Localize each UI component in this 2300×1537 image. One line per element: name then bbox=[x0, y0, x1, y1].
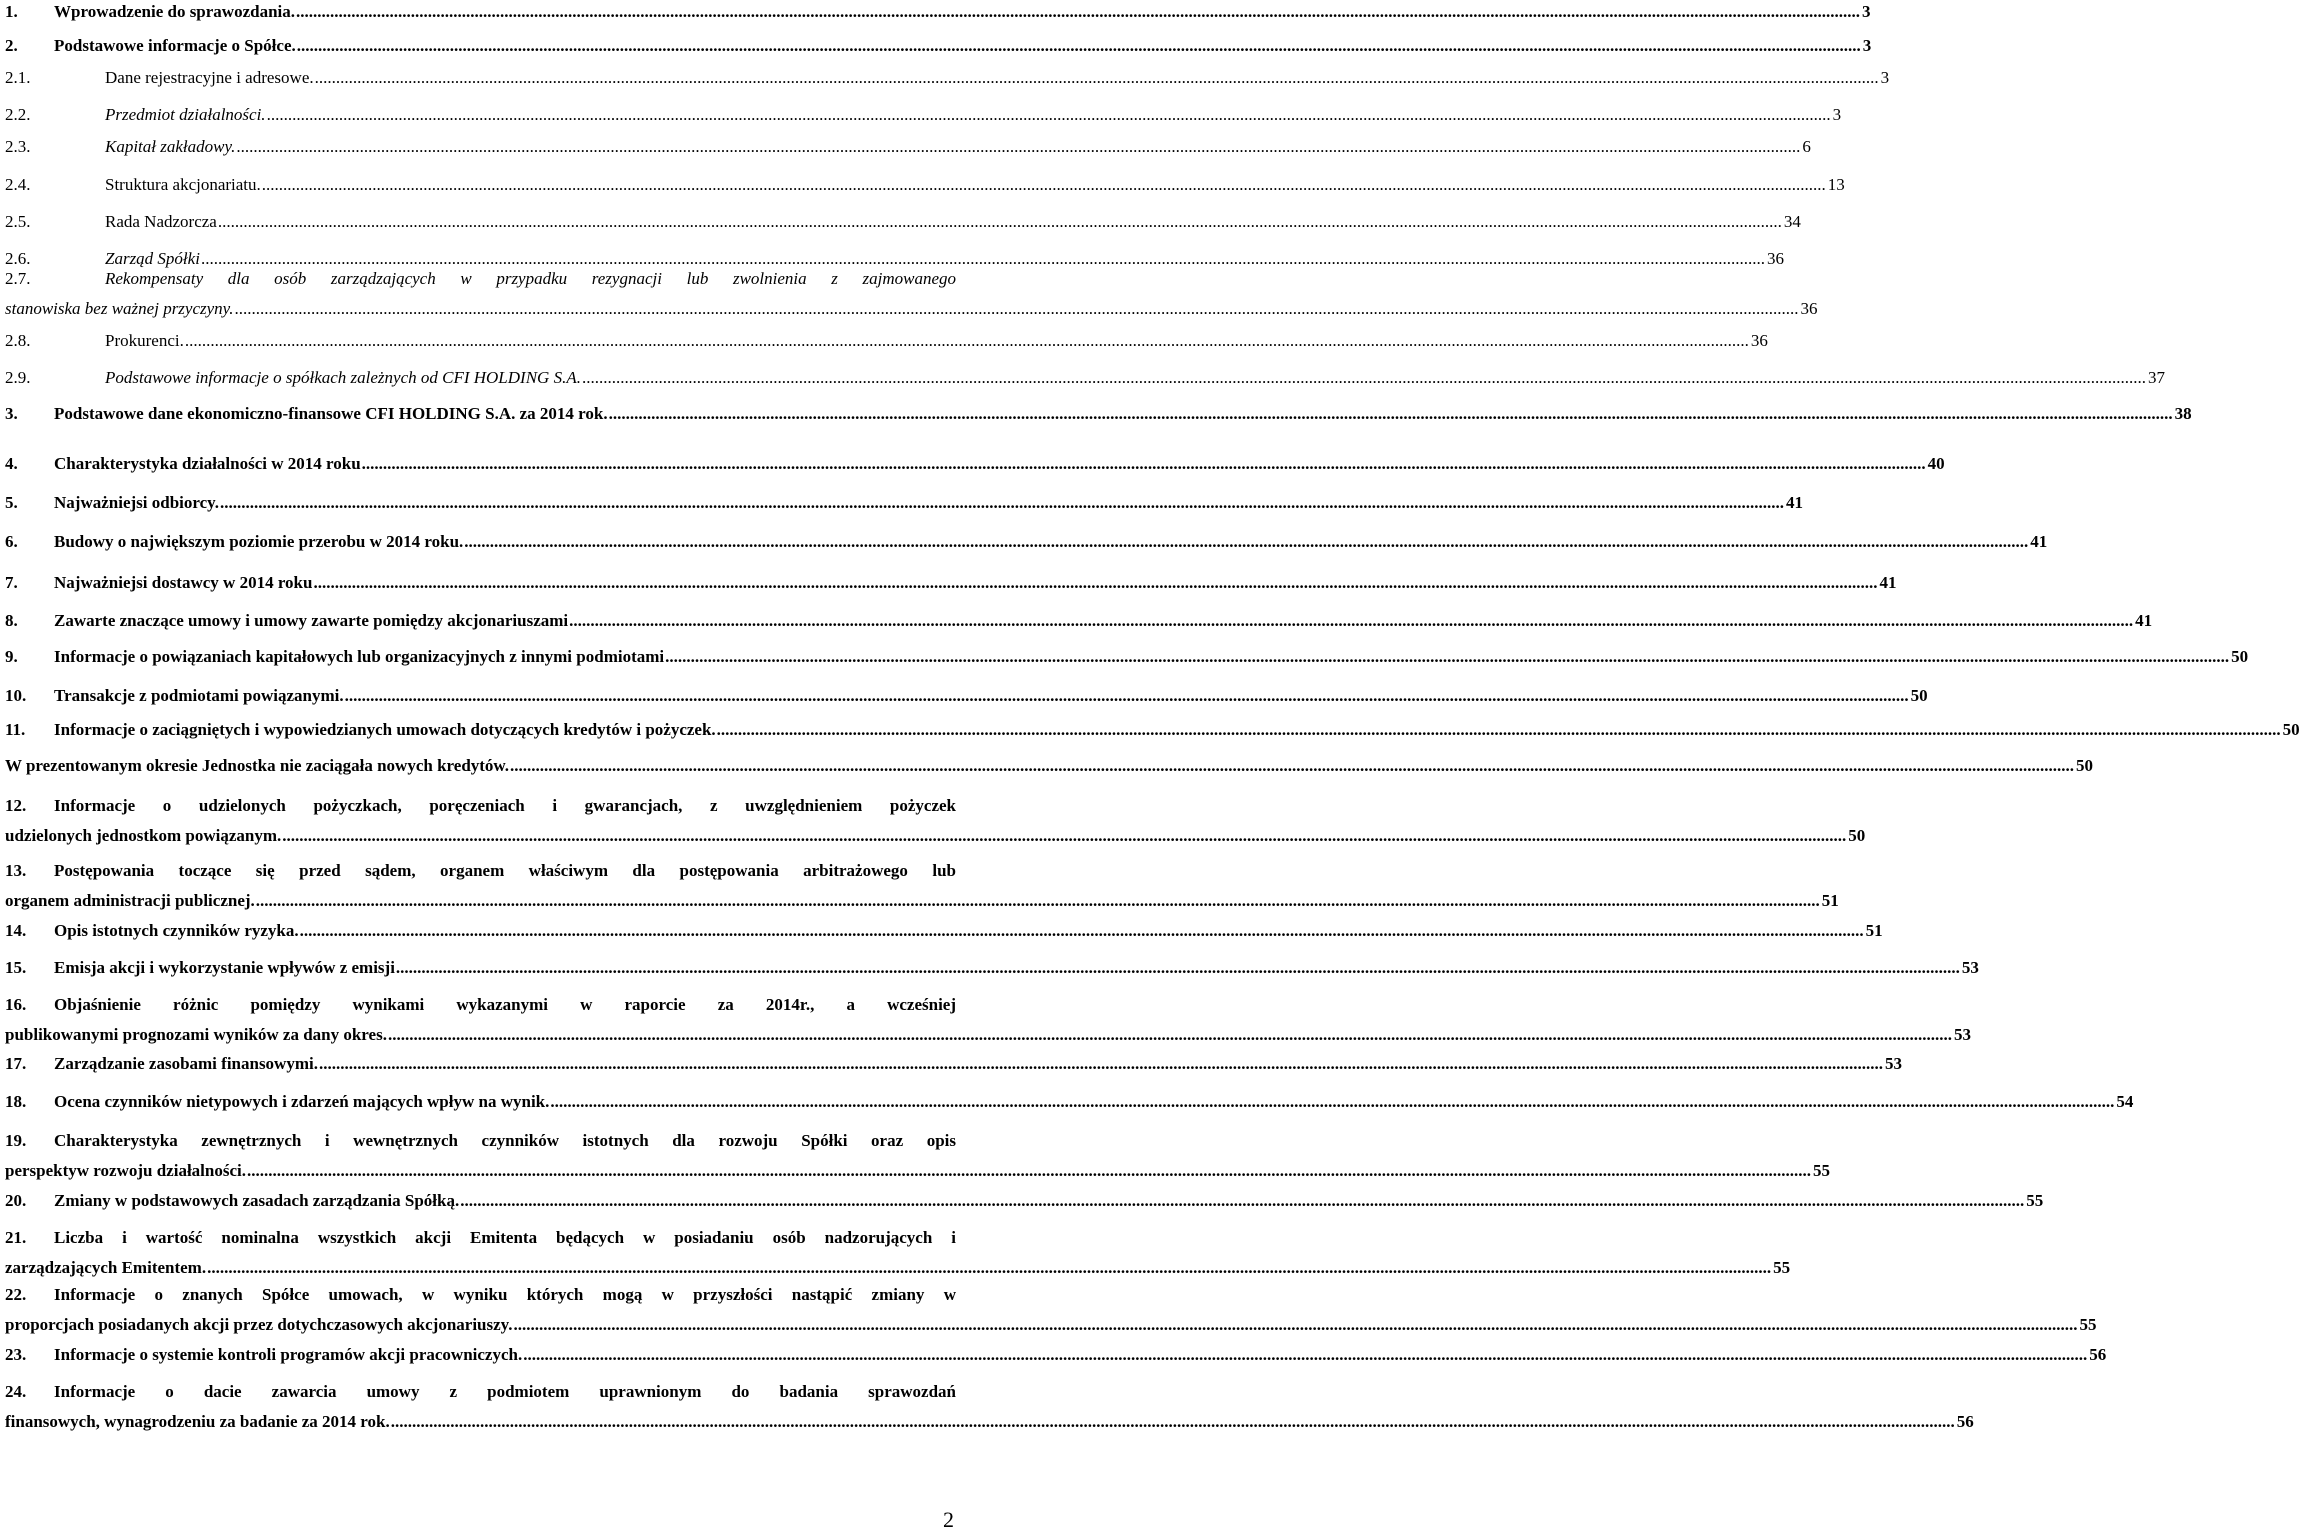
toc-entry-page: 51 bbox=[1865, 921, 1883, 940]
toc-entry-title: Najważniejsi dostawcy w 2014 roku bbox=[54, 573, 313, 592]
toc-entry-number: 17. bbox=[5, 1054, 27, 1073]
toc-entry-line bbox=[5, 294, 1818, 324]
toc-entry-page: 55 bbox=[1773, 1258, 1791, 1277]
dot-leader bbox=[297, 31, 1861, 61]
toc-entry-number: 2.4. bbox=[5, 175, 31, 194]
toc-entry-number: 9. bbox=[5, 647, 18, 666]
toc-entry-number: 4. bbox=[5, 454, 18, 473]
toc-entry-line bbox=[5, 207, 1801, 237]
toc-entry[interactable] bbox=[5, 916, 1883, 946]
toc-entry-number: 23. bbox=[5, 1345, 27, 1364]
toc-entry-title: Rada Nadzorcza bbox=[105, 212, 217, 231]
toc-entry-page: 55 bbox=[2079, 1315, 2097, 1334]
toc-entry-page: 36 bbox=[1800, 299, 1818, 318]
toc-entry-title: Objaśnienie różnic pomiędzy wynikami wykazanymi w raporcie za 2014r., a wcześniej bbox=[54, 995, 956, 1014]
toc-entry-title: Zmiany w podstawowych zasadach zarządzania Spółką. bbox=[54, 1191, 460, 1210]
toc-entry-page: 13 bbox=[1827, 175, 1845, 194]
toc-entry-title: Kapitał zakładowy. bbox=[105, 137, 236, 156]
toc-entry-page: 51 bbox=[1821, 891, 1839, 910]
toc-entry-number: 24. bbox=[5, 1382, 27, 1401]
toc-entry-line bbox=[5, 363, 2165, 393]
toc-entry-title: Prokurenci. bbox=[105, 331, 184, 350]
toc-entry-page: 3 bbox=[1862, 2, 1871, 21]
toc-entry-line bbox=[5, 170, 1845, 200]
toc-entry-number: 2.7. bbox=[5, 269, 31, 288]
toc-entry-title: perspektyw rozwoju działalności. bbox=[5, 1161, 246, 1180]
toc-entry-page: 37 bbox=[2147, 368, 2165, 387]
dot-leader bbox=[609, 399, 2173, 429]
toc-entry-page: 40 bbox=[1927, 454, 1945, 473]
toc-entry[interactable] bbox=[5, 1186, 2044, 1216]
dot-leader bbox=[513, 1310, 2077, 1340]
toc-entry-line bbox=[5, 488, 1803, 518]
toc-entry-line bbox=[5, 264, 956, 294]
toc-entry-page: 53 bbox=[1884, 1054, 1902, 1073]
toc-entry[interactable] bbox=[5, 1126, 1830, 1186]
toc-entry-number: 18. bbox=[5, 1092, 27, 1111]
toc-entry-line bbox=[5, 1253, 1791, 1283]
toc-entry-title: Podstawowe dane ekonomiczno-finansowe CFI HOLDING S.A. za 2014 rok. bbox=[54, 404, 608, 423]
toc-entry-title: Charakterystyka zewnętrznych i wewnętrznych czynników istotnych dla rozwoju Spółki oraz opis bbox=[54, 1131, 956, 1150]
toc-entry[interactable] bbox=[5, 0, 1871, 27]
toc-entry[interactable] bbox=[5, 1049, 1902, 1079]
toc-entry-line bbox=[5, 527, 2048, 557]
toc-entry-line bbox=[5, 63, 1890, 93]
toc-entry-line bbox=[5, 1310, 2097, 1340]
toc-entry-line bbox=[5, 953, 1979, 983]
toc-entry-title: Zawarte znaczące umowy i umowy zawarte pomiędzy akcjonariuszami bbox=[54, 611, 569, 630]
toc-entry-title: publikowanymi prognozami wyników za dany okres. bbox=[5, 1025, 387, 1044]
toc-entry-line bbox=[5, 1087, 2134, 1117]
toc-entry-number: 15. bbox=[5, 958, 27, 977]
toc-entry-title: Transakcje z podmiotami powiązanymi. bbox=[54, 686, 344, 705]
toc-entry-title: Postępowania toczące się przed sądem, organem właściwym dla postępowania arbitrażowego lub bbox=[54, 861, 956, 880]
toc-entry[interactable] bbox=[5, 449, 1945, 479]
dot-leader bbox=[247, 1156, 1811, 1186]
toc-entry-number: 14. bbox=[5, 921, 27, 940]
dot-leader bbox=[464, 527, 2028, 557]
page-number: 2 bbox=[943, 1507, 954, 1532]
toc-entry-page: 36 bbox=[1750, 331, 1768, 350]
toc-entry[interactable] bbox=[5, 953, 1979, 983]
toc-entry-title: stanowiska bez ważnej przyczyny. bbox=[5, 299, 234, 318]
toc-entry-line bbox=[5, 1407, 1974, 1437]
dot-leader bbox=[391, 1407, 1955, 1437]
toc-entry-number: 22. bbox=[5, 1285, 27, 1304]
toc-entry-number: 16. bbox=[5, 995, 27, 1014]
toc-entry-number: 2.8. bbox=[5, 331, 31, 350]
toc-entry[interactable] bbox=[5, 170, 1845, 200]
toc-entry-number: 10. bbox=[5, 686, 27, 705]
toc-entry-page: 55 bbox=[1813, 1161, 1830, 1180]
toc-entry-number: 7. bbox=[5, 573, 18, 592]
toc-entry-page: 34 bbox=[1783, 212, 1801, 231]
toc-entry[interactable] bbox=[5, 326, 1768, 356]
toc-entry-page: 53 bbox=[1953, 1025, 1971, 1044]
toc-entry[interactable] bbox=[5, 63, 1890, 93]
dot-leader bbox=[319, 1049, 1883, 1079]
toc-entry-page: 50 bbox=[2282, 720, 2300, 739]
dot-leader bbox=[207, 1253, 1771, 1283]
toc-entry-page: 36 bbox=[1766, 249, 1784, 268]
toc-entry-number: 3. bbox=[5, 404, 18, 423]
toc-entry-number: 5. bbox=[5, 493, 18, 512]
toc-entry-title: Charakterystyka działalności w 2014 roku bbox=[54, 454, 361, 473]
toc-entry-title: Ocena czynników nietypowych i zdarzeń mających wpływ na wynik. bbox=[54, 1092, 550, 1111]
toc-entry[interactable] bbox=[5, 1340, 2107, 1370]
toc-entry-page: 41 bbox=[1879, 573, 1897, 592]
toc-entry-line bbox=[5, 1280, 956, 1310]
dot-leader bbox=[582, 363, 2146, 393]
toc-entry-line bbox=[5, 990, 956, 1020]
toc-entry[interactable] bbox=[5, 363, 2165, 393]
toc-entry-number: 8. bbox=[5, 611, 18, 630]
toc-entry[interactable] bbox=[5, 264, 1818, 324]
toc-entry[interactable] bbox=[5, 31, 1872, 61]
toc-entry-line bbox=[5, 449, 1945, 479]
toc-entry[interactable] bbox=[5, 399, 2192, 429]
toc-entry-number: 2.6. bbox=[5, 249, 31, 268]
toc-entry[interactable] bbox=[5, 990, 1971, 1050]
toc-entry-page: 55 bbox=[2026, 1191, 2044, 1210]
toc-entry-title: Informacje o zaciągniętych i wypowiedzianych umowach dotyczących kredytów i pożyczek. bbox=[54, 720, 716, 739]
toc-entry-number: 19. bbox=[5, 1131, 27, 1150]
toc-entry-page: 41 bbox=[2135, 611, 2153, 630]
toc-entry-page: 41 bbox=[2030, 532, 2048, 551]
dot-leader bbox=[296, 0, 1860, 27]
toc-entry-number: 12. bbox=[5, 796, 27, 815]
toc-entry-line bbox=[5, 642, 2249, 672]
toc-entry[interactable] bbox=[5, 132, 1811, 162]
toc-entry-line bbox=[5, 568, 1897, 598]
toc-entry-title: Liczba i wartość nominalna wszystkich akcji Emitenta będących w posiadaniu osób nadzorujących i bbox=[54, 1228, 956, 1247]
toc-entry-number: 13. bbox=[5, 861, 27, 880]
toc-entry-line bbox=[5, 821, 1866, 851]
toc-entry-title: Emisja akcji i wykorzystanie wpływów z emisji bbox=[54, 958, 395, 977]
toc-entry-page: 3 bbox=[1832, 105, 1842, 124]
dot-leader bbox=[262, 170, 1826, 200]
toc-entry[interactable] bbox=[5, 791, 1866, 851]
toc-entry[interactable] bbox=[5, 1280, 2097, 1340]
dot-leader bbox=[550, 1087, 2114, 1117]
dot-leader bbox=[362, 449, 1926, 479]
toc-entry[interactable] bbox=[5, 1377, 1974, 1437]
toc-entry-line bbox=[5, 1020, 1971, 1050]
dot-leader bbox=[220, 488, 1784, 518]
toc-entry[interactable] bbox=[5, 606, 2153, 636]
toc-entry-number: 20. bbox=[5, 1191, 27, 1210]
toc-entry-title: Podstawowe informacje o spółkach zależnych od CFI HOLDING S.A. bbox=[105, 368, 581, 387]
toc-entry-page: 56 bbox=[1956, 1412, 1974, 1431]
dot-leader bbox=[345, 681, 1909, 711]
toc-entry-title: organem administracji publicznej. bbox=[5, 891, 255, 910]
toc-entry-page: 53 bbox=[1961, 958, 1979, 977]
toc-entry[interactable] bbox=[5, 681, 1928, 711]
toc-entry-page: 3 bbox=[1880, 68, 1890, 87]
toc-entry-title: udzielonych jednostkom powiązanym. bbox=[5, 826, 282, 845]
dot-leader bbox=[282, 821, 1846, 851]
toc-entry-line bbox=[5, 791, 956, 821]
toc-entry-page: 50 bbox=[1848, 826, 1866, 845]
toc-entry-number: 11. bbox=[5, 720, 26, 739]
toc-entry[interactable] bbox=[5, 856, 1839, 916]
dot-leader bbox=[256, 886, 1820, 916]
dot-leader bbox=[665, 642, 2229, 672]
toc-entry-title: Informacje o znanych Spółce umowach, w wyniku których mogą w przyszłości nastąpić zmiany w bbox=[54, 1285, 956, 1304]
toc-entry-number: 6. bbox=[5, 532, 18, 551]
toc-entry-line bbox=[5, 0, 1871, 27]
toc-entry-page: 6 bbox=[1802, 137, 1811, 156]
toc-entry-line bbox=[5, 1223, 956, 1253]
toc-entry-line bbox=[5, 100, 1842, 130]
toc-entry-line bbox=[5, 856, 956, 886]
toc-entry-title: zarządzających Emitentem. bbox=[5, 1258, 207, 1277]
dot-leader bbox=[236, 132, 1800, 162]
toc-entry[interactable] bbox=[5, 715, 2300, 745]
toc-entry-title: Przedmiot działalności. bbox=[105, 105, 266, 124]
toc-entry-line bbox=[5, 1126, 956, 1156]
toc-entry-title: Dane rejestracyjne i adresowe. bbox=[105, 68, 314, 87]
toc-entry[interactable] bbox=[5, 642, 2249, 672]
toc-entry-number: 2.5. bbox=[5, 212, 31, 231]
dot-leader bbox=[396, 953, 1960, 983]
toc-entry-title: Informacje o dacie zawarcia umowy z podmiotem uprawnionym do badania sprawozdań bbox=[54, 1382, 956, 1401]
dot-leader bbox=[300, 916, 1864, 946]
toc-entry-page: 41 bbox=[1785, 493, 1803, 512]
toc-entry-line bbox=[5, 1377, 956, 1407]
dot-leader bbox=[460, 1186, 2024, 1216]
toc-entry-line bbox=[5, 1340, 2107, 1370]
dot-leader bbox=[569, 606, 2133, 636]
toc-entry[interactable] bbox=[5, 1223, 1791, 1283]
toc-entry-line bbox=[5, 1156, 1830, 1186]
toc-entry-line bbox=[5, 916, 1883, 946]
toc-entry-page: 38 bbox=[2174, 404, 2192, 423]
toc-entry-page: 3 bbox=[1862, 36, 1872, 55]
toc-entry-line bbox=[5, 31, 1872, 61]
toc-entry-line bbox=[5, 1049, 1902, 1079]
toc-entry-number: 2.1. bbox=[5, 68, 31, 87]
toc-entry[interactable] bbox=[5, 1087, 2134, 1117]
toc-entry-title: Zarząd Spółki bbox=[105, 249, 200, 268]
toc-entry-number: 2.2. bbox=[5, 105, 31, 124]
toc-entry-line bbox=[5, 681, 1928, 711]
toc-entry-title: Wprowadzenie do sprawozdania. bbox=[54, 2, 296, 21]
toc-entry-title: Budowy o największym poziomie przerobu w 2014 roku. bbox=[54, 532, 464, 551]
toc-entry-line bbox=[5, 132, 1811, 162]
toc-entry-title: Najważniejsi odbiorcy. bbox=[54, 493, 219, 512]
toc-entry-page: 50 bbox=[1910, 686, 1928, 705]
dot-leader bbox=[218, 207, 1782, 237]
toc-entry[interactable] bbox=[5, 568, 1897, 598]
toc-entry-line bbox=[5, 886, 1839, 916]
toc-entry-number: 2. bbox=[5, 36, 18, 55]
toc-entry-title: Zarządzanie zasobami finansowymi. bbox=[54, 1054, 318, 1073]
toc-entry-title: proporcjach posiadanych akcji przez dotychczasowych akcjonariuszy. bbox=[5, 1315, 513, 1334]
toc-entry-title: Informacje o udzielonych pożyczkach, poręczeniach i gwarancjach, z uwzględnieniem pożyczek bbox=[54, 796, 956, 815]
toc-entry-line bbox=[5, 1186, 2044, 1216]
toc-entry-page: 50 bbox=[2076, 756, 2094, 775]
toc-entry-title: Struktura akcjonariatu. bbox=[105, 175, 261, 194]
toc-entry[interactable] bbox=[5, 527, 2048, 557]
toc-entry-title: Rekompensaty dla osób zarządzających w przypadku rezygnacji lub zwolnienia z zajmowanego bbox=[105, 269, 956, 288]
dot-leader bbox=[315, 63, 1879, 93]
toc-entry-title: Podstawowe informacje o Spółce. bbox=[54, 36, 296, 55]
toc-entry-number: 2.3. bbox=[5, 137, 31, 156]
dot-leader bbox=[523, 1340, 2087, 1370]
toc-entry-page: 54 bbox=[2116, 1092, 2134, 1111]
toc-entry-number: 21. bbox=[5, 1228, 27, 1247]
dot-leader bbox=[717, 715, 2281, 745]
toc-entry[interactable] bbox=[5, 207, 1801, 237]
toc-entry-title: finansowych, wynagrodzeniu za badanie za 2014 rok. bbox=[5, 1412, 390, 1431]
toc-entry-page: 50 bbox=[2231, 647, 2249, 666]
dot-leader bbox=[185, 326, 1749, 356]
dot-leader bbox=[510, 751, 2074, 781]
toc-entry-line bbox=[5, 326, 1768, 356]
toc-entry-line bbox=[5, 715, 2300, 745]
dot-leader bbox=[267, 100, 1831, 130]
toc-entry-title: Opis istotnych czynników ryzyka. bbox=[54, 921, 299, 940]
toc-entry-page: 56 bbox=[2089, 1345, 2107, 1364]
toc-entry-number: 1. bbox=[5, 2, 18, 21]
dot-leader bbox=[235, 294, 1799, 324]
toc-entry[interactable] bbox=[5, 751, 2094, 781]
toc-entry-title: Informacje o systemie kontroli programów akcji pracowniczych. bbox=[54, 1345, 523, 1364]
toc-entry-line bbox=[5, 606, 2153, 636]
toc-entry-line bbox=[5, 751, 2094, 781]
toc-entry-number: 2.9. bbox=[5, 368, 31, 387]
toc-entry-title: W prezentowanym okresie Jednostka nie zaciągała nowych kredytów. bbox=[5, 756, 510, 775]
toc-entry-title: Informacje o powiązaniach kapitałowych lub organizacyjnych z innymi podmiotami bbox=[54, 647, 665, 666]
toc-entry[interactable] bbox=[5, 100, 1842, 130]
dot-leader bbox=[313, 568, 1877, 598]
toc-entry[interactable] bbox=[5, 488, 1803, 518]
toc-entry-line bbox=[5, 399, 2192, 429]
dot-leader bbox=[388, 1020, 1952, 1050]
